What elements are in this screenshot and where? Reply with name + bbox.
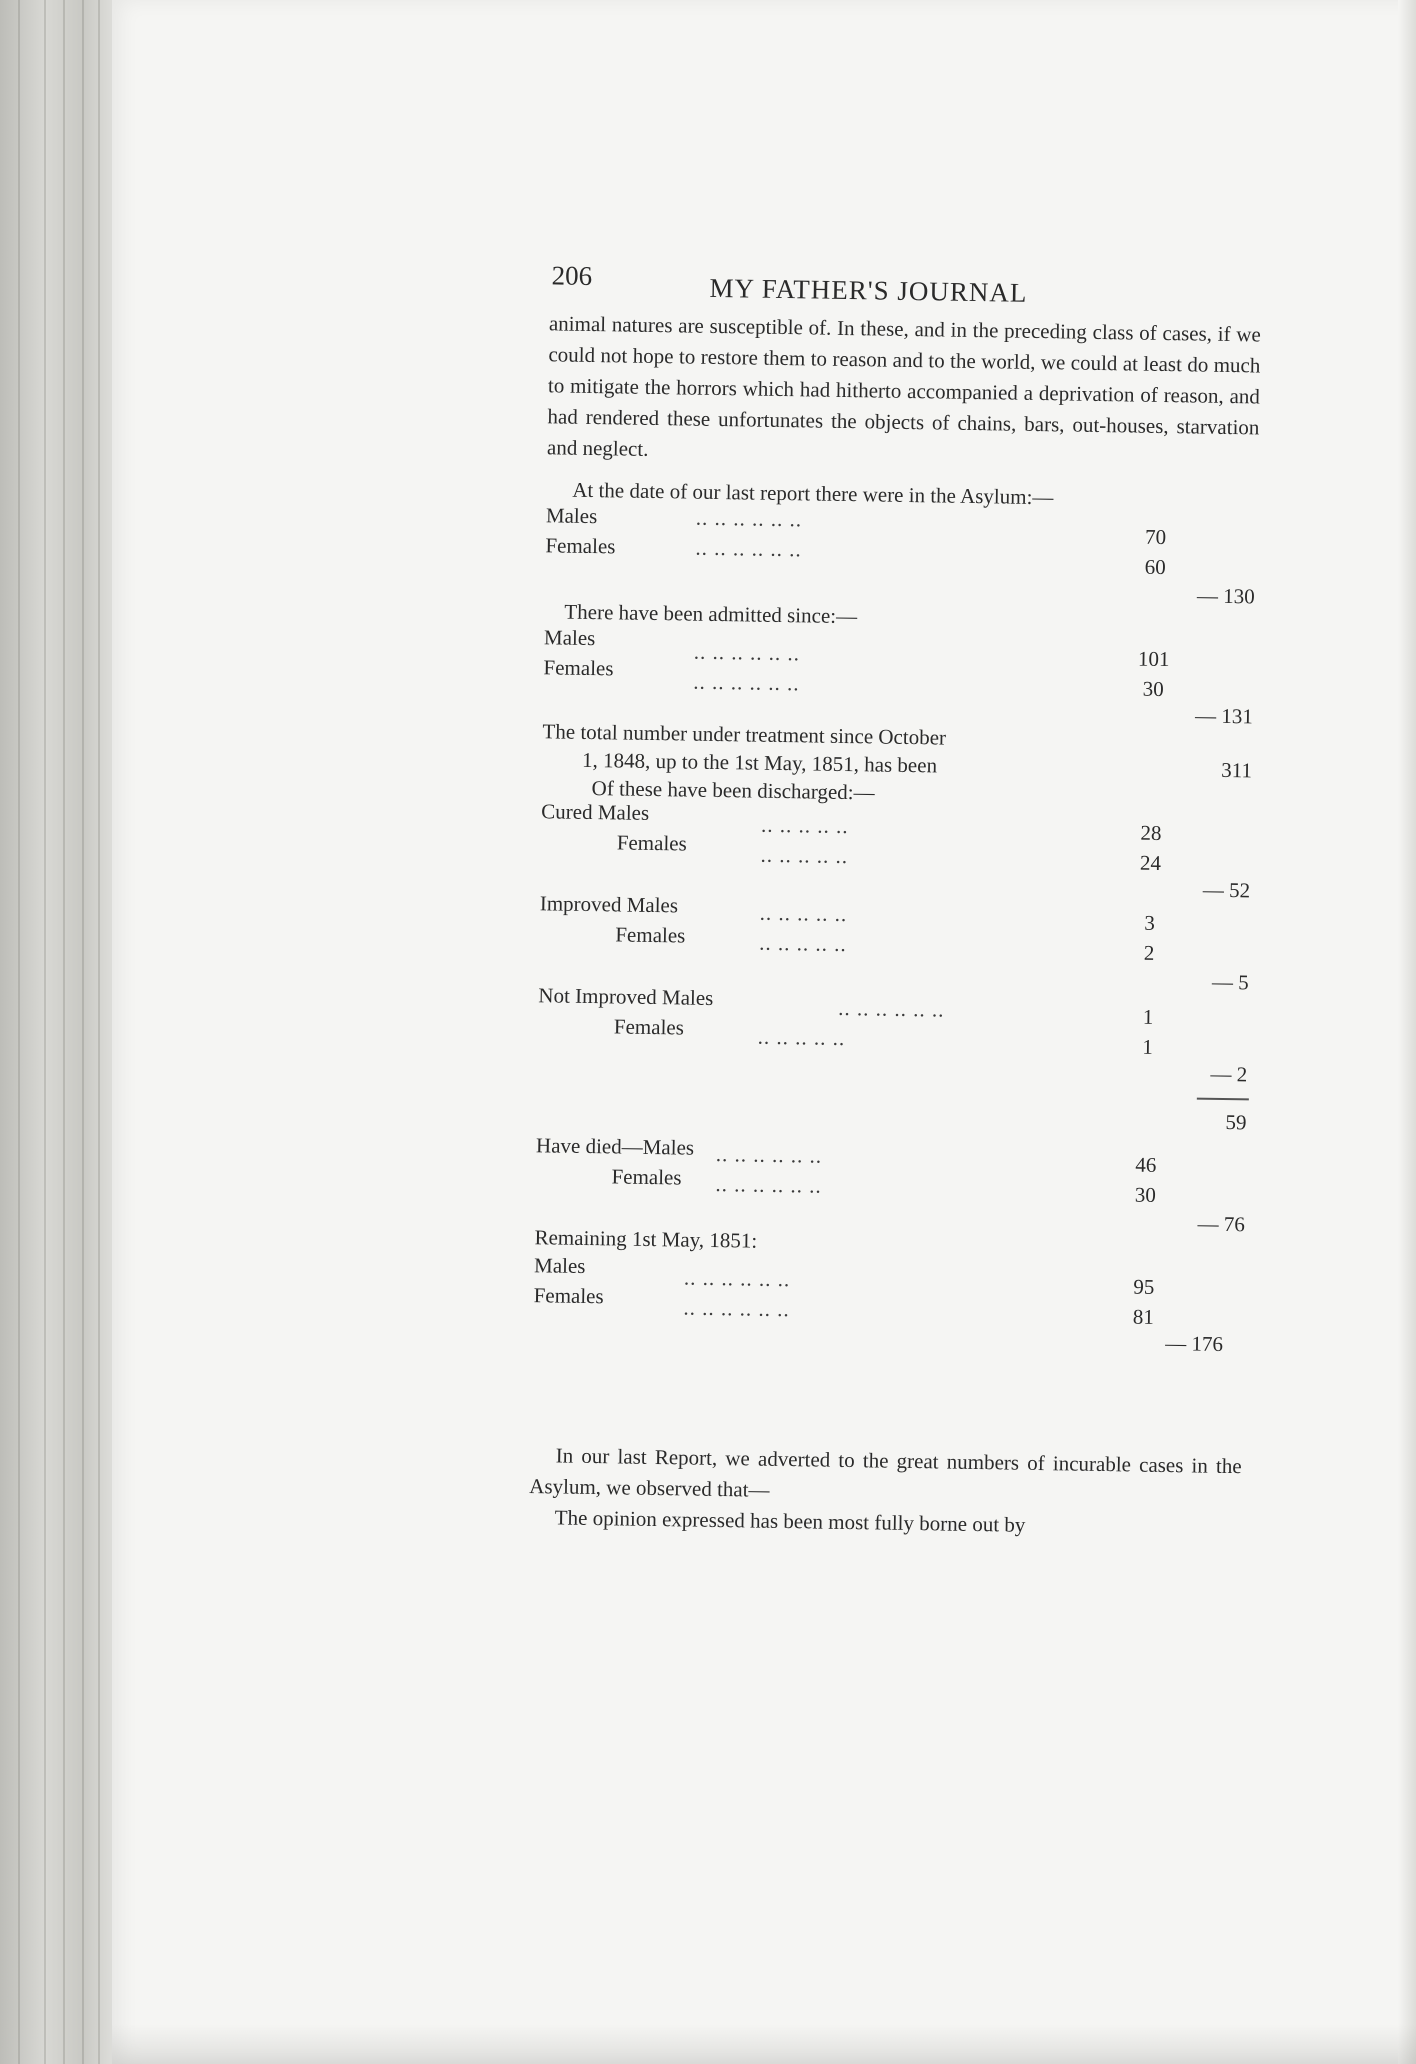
row-label: Females bbox=[543, 655, 614, 681]
row-label: Females bbox=[616, 830, 687, 856]
total-line-1: The total number under treatment since October bbox=[542, 719, 947, 750]
closing-text bbox=[529, 1440, 1260, 1544]
leader-dots: .. .. .. .. .. bbox=[757, 1024, 846, 1051]
value: 176 bbox=[1191, 1331, 1224, 1357]
row-label: Females bbox=[615, 922, 686, 948]
value: 130 bbox=[1223, 583, 1255, 609]
value: 70 bbox=[1144, 524, 1167, 550]
leader-dots: .. .. .. .. .. bbox=[759, 930, 847, 957]
value: 95 bbox=[1133, 1274, 1155, 1299]
row-label: Females bbox=[613, 1014, 685, 1040]
row-label: Cured Males bbox=[541, 799, 650, 825]
leader-dots: .. .. .. .. .. .. bbox=[715, 1142, 823, 1168]
value: 30 bbox=[1142, 676, 1164, 702]
row-label: Females bbox=[533, 1283, 604, 1309]
last-report-heading: At the date of our last report there were in the Asylum:— bbox=[572, 477, 1054, 510]
dash: — bbox=[1196, 583, 1219, 608]
asylum-statistics bbox=[512, 473, 1266, 1385]
dash: — bbox=[1210, 1061, 1232, 1087]
value: 30 bbox=[1134, 1182, 1157, 1207]
subtotal bbox=[1175, 1211, 1245, 1237]
row-label: Have died—Males bbox=[535, 1133, 695, 1160]
leader-dots: .. .. .. .. .. .. bbox=[693, 669, 800, 696]
leader-dots: .. .. .. .. .. .. bbox=[838, 995, 945, 1022]
leader-dots: .. .. .. .. .. bbox=[759, 900, 848, 927]
subtotal bbox=[1153, 1331, 1223, 1357]
row-label: Males bbox=[533, 1253, 586, 1278]
dash: — bbox=[1197, 1211, 1219, 1236]
leader-dots: .. .. .. .. .. .. bbox=[683, 1265, 791, 1292]
dash: — bbox=[1165, 1331, 1187, 1356]
sum-rule bbox=[1197, 1098, 1249, 1101]
value: 3 bbox=[1144, 910, 1156, 935]
total-line-2: 1, 1848, up to the 1st May, 1851, has been bbox=[581, 747, 938, 778]
subtotal bbox=[1177, 1061, 1247, 1087]
value: 24 bbox=[1139, 850, 1162, 875]
leader-dots: .. .. .. .. .. .. bbox=[715, 1172, 822, 1198]
row-label: Females bbox=[611, 1164, 682, 1190]
value: 5 bbox=[1237, 970, 1249, 995]
value: 28 bbox=[1140, 820, 1162, 845]
subtotal bbox=[1185, 583, 1255, 609]
value: 131 bbox=[1221, 703, 1254, 729]
closing-paragraph-2: The opinion expressed has been most fully borne out by bbox=[554, 1505, 1026, 1537]
subtotal bbox=[1180, 877, 1250, 903]
page-bottom-shadow bbox=[112, 2024, 1416, 2064]
row-label: Not Improved Males bbox=[538, 983, 714, 1010]
admitted-heading: There have been admitted since:— bbox=[564, 599, 858, 629]
row-label: Males bbox=[543, 625, 596, 651]
value: 60 bbox=[1144, 554, 1166, 580]
value: 2 bbox=[1143, 940, 1155, 965]
value: 46 bbox=[1135, 1152, 1157, 1177]
leader-dots: .. .. .. .. .. .. bbox=[695, 505, 803, 532]
page-content bbox=[512, 256, 1262, 1384]
discharged-total: 59 bbox=[1225, 1110, 1247, 1135]
subtotal bbox=[1178, 969, 1248, 995]
dash: — bbox=[1211, 969, 1234, 995]
running-title: MY FATHER'S JOURNAL bbox=[709, 272, 1028, 308]
value: 81 bbox=[1132, 1304, 1155, 1329]
subtotal bbox=[1183, 703, 1253, 729]
leader-dots: .. .. .. .. .. .. bbox=[695, 535, 802, 562]
closing-paragraph-1: In our last Report, we adverted to the great numbers of incurable cases in the Asylum, we observed that— bbox=[529, 1443, 1242, 1502]
value: 52 bbox=[1228, 878, 1251, 903]
discharged-heading: Of these have been discharged:— bbox=[591, 776, 875, 805]
value: 76 bbox=[1223, 1212, 1246, 1237]
dash: — bbox=[1194, 703, 1217, 728]
leader-dots: .. .. .. .. .. bbox=[760, 812, 849, 839]
value: 1 bbox=[1142, 1004, 1154, 1029]
intro-paragraph: animal natures are susceptible of. In these, and in the preceding class of cases, if we could not hope to restore them to reason and to the world, we could at least do much to mitigate the horrors which had hitherto accompanied a deprivation of reason, and had rendered these unfortunates the objects of chains, bars, out-houses, starvation and neglect. bbox=[546, 311, 1262, 461]
value: 1 bbox=[1142, 1034, 1154, 1059]
dash: — bbox=[1202, 877, 1225, 902]
remaining-heading: Remaining 1st May, 1851: bbox=[534, 1225, 758, 1253]
value: 101 bbox=[1137, 646, 1170, 672]
leader-dots: .. .. .. .. .. .. bbox=[693, 639, 801, 666]
value: 2 bbox=[1236, 1062, 1248, 1087]
row-label: Males bbox=[545, 503, 598, 529]
row-label: Females bbox=[545, 533, 616, 559]
row-label: Improved Males bbox=[539, 891, 679, 918]
leader-dots: .. .. .. .. .. bbox=[760, 842, 849, 869]
page-right-edge bbox=[1398, 0, 1416, 2064]
page-number: 206 bbox=[551, 260, 593, 291]
total-value: 311 bbox=[1221, 757, 1253, 783]
leader-dots: .. .. .. .. .. .. bbox=[683, 1295, 790, 1322]
